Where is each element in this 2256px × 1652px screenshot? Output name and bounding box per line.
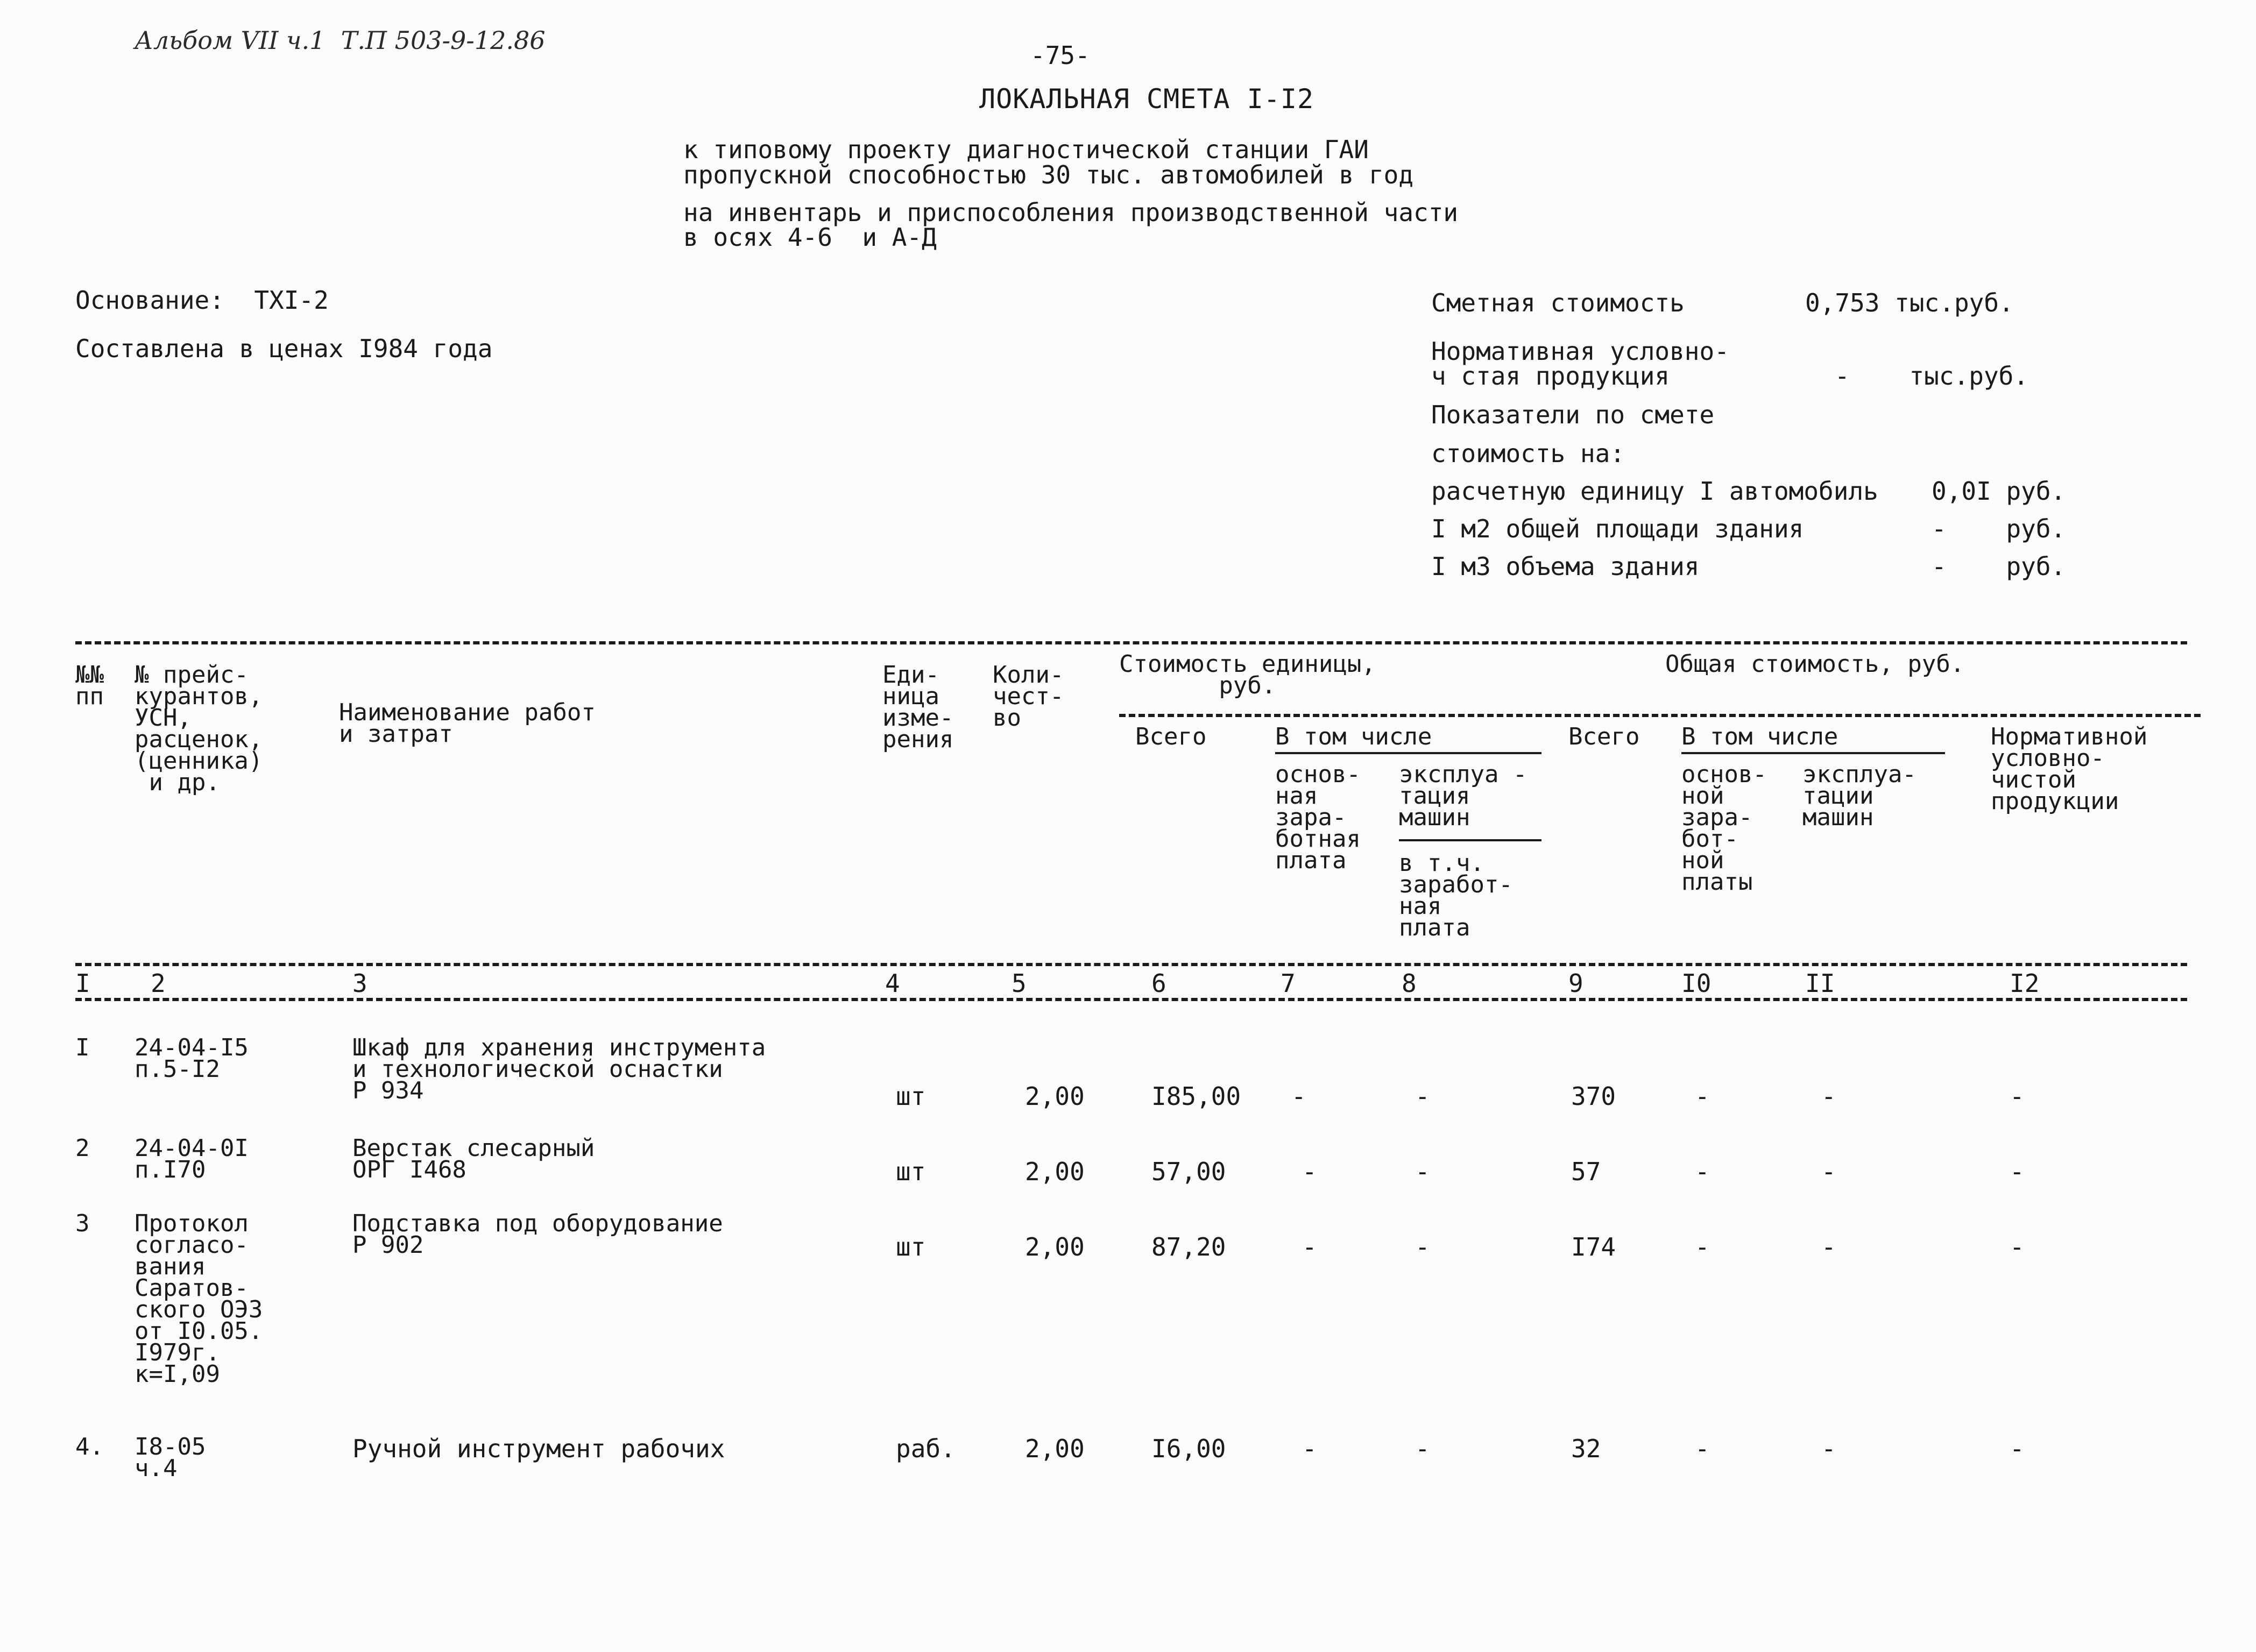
compiled-note: Составлена в ценах I984 года xyxy=(75,334,493,363)
col-number: 4 xyxy=(885,969,900,998)
indicators-label-2: стоимость на: xyxy=(1431,439,1625,468)
incl1-underline xyxy=(1275,752,1541,754)
col-number: 2 xyxy=(151,969,166,998)
header-col8-wage: в т.ч. заработ- ная плата xyxy=(1399,849,1513,941)
col-number: 7 xyxy=(1281,969,1296,998)
row1-unit: шт xyxy=(896,1082,926,1111)
row4-total: 32 xyxy=(1571,1434,1601,1463)
header-col2: № прейс- курантов, УСН, расценок, (ценника) и др. xyxy=(135,661,263,796)
row4-number: 4. xyxy=(75,1433,104,1460)
row1-machines: - xyxy=(1415,1082,1430,1111)
row1-wage: - xyxy=(1291,1082,1306,1111)
col-number: 9 xyxy=(1568,969,1583,998)
row2-number: 2 xyxy=(75,1135,90,1162)
page-title: ЛОКАЛЬНАЯ СМЕТА I-I2 xyxy=(979,83,1314,115)
table-top-rule xyxy=(75,641,2187,644)
header-col4: Еди- ница изме- рения xyxy=(882,661,954,753)
row3-price: 87,20 xyxy=(1151,1232,1226,1261)
norm-label-2: ч стая продукция xyxy=(1431,361,1670,391)
header-incl2: В том числе xyxy=(1681,723,1838,750)
header-col10: основ- ной зара- бот- ной платы xyxy=(1681,761,1767,896)
header-incl1: В том числе xyxy=(1275,723,1432,750)
col-number: 6 xyxy=(1151,969,1166,998)
row1-norm: - xyxy=(2010,1082,2025,1111)
col-number: II xyxy=(1805,969,1835,998)
per-m2-value: - руб. xyxy=(1932,514,2066,543)
indicators-label-1: Показатели по смете xyxy=(1431,400,1715,429)
row3-total: I74 xyxy=(1571,1232,1616,1261)
mach-underline xyxy=(1399,839,1541,841)
subtitle-line-4: в осях 4-6 и А-Д xyxy=(683,223,937,252)
estimated-cost-label: Сметная стоимость xyxy=(1431,288,1685,317)
subtitle-line-1: к типовому проекту диагностической станции ГАИ xyxy=(683,135,1369,164)
row2-total: 57 xyxy=(1571,1157,1601,1186)
row2-code: 24-04-0I п.I70 xyxy=(135,1135,249,1183)
basis: Основание: ТХI-2 xyxy=(75,286,329,315)
estimated-cost-value: 0,753 тыс.руб. xyxy=(1805,288,2014,317)
row2-wage: - xyxy=(1302,1157,1317,1186)
row2-qty: 2,00 xyxy=(1025,1157,1085,1186)
row4-unit: раб. xyxy=(896,1434,956,1463)
header-col11: эксплуа- тации машин xyxy=(1802,761,1916,831)
row2-price: 57,00 xyxy=(1151,1157,1226,1186)
per-m3-value: - руб. xyxy=(1932,552,2066,581)
row4-total-wage: - xyxy=(1695,1434,1710,1463)
row4-norm: - xyxy=(2010,1434,2025,1463)
row3-number: 3 xyxy=(75,1210,90,1237)
header-col7: основ- ная зара- ботная плата xyxy=(1275,761,1361,874)
per-m3-label: I м3 объема здания xyxy=(1431,552,1700,581)
row3-wage: - xyxy=(1302,1232,1317,1261)
header-col5: Коли- чест- во xyxy=(993,661,1064,732)
col-number: I0 xyxy=(1681,969,1712,998)
header-col9: Всего xyxy=(1568,723,1640,750)
row4-machines: - xyxy=(1415,1434,1430,1463)
row2-name: Верстак слесарный ОРГ I468 xyxy=(352,1135,595,1183)
row3-machines: - xyxy=(1415,1232,1430,1261)
album-stamp: Альбом VII ч.1 Т.П 503-9-12.86 xyxy=(135,26,546,55)
row4-qty: 2,00 xyxy=(1025,1434,1085,1463)
row2-machines: - xyxy=(1415,1157,1430,1186)
page-number: -75- xyxy=(1030,41,1090,70)
row3-code: Протокол согласо- вания Саратов- ского ОЭЗ от I0.05. I979г. к=I,09 xyxy=(135,1210,263,1388)
row4-total-machines: - xyxy=(1821,1434,1836,1463)
row3-total-wage: - xyxy=(1695,1232,1710,1261)
per-m2-label: I м2 общей площади здания xyxy=(1431,514,1804,543)
col-number: I xyxy=(75,969,90,998)
row4-price: I6,00 xyxy=(1151,1434,1226,1463)
row1-total: 370 xyxy=(1571,1082,1616,1111)
header-col3: Наименование работ и затрат xyxy=(339,699,596,748)
col-number: 5 xyxy=(1012,969,1027,998)
header-col8-machines: эксплуа - тация машин xyxy=(1399,761,1527,831)
row3-name: Подставка под оборудование Р 902 xyxy=(352,1210,723,1259)
row3-total-machines: - xyxy=(1821,1232,1836,1261)
norm-value: - тыс.руб. xyxy=(1835,361,2029,391)
header-col1: №№ пп xyxy=(75,661,104,710)
row1-name: Шкаф для хранения инструмента и технологической оснастки Р 934 xyxy=(352,1034,766,1104)
header-unit-cost: Стоимость единицы, руб. xyxy=(1119,650,1376,699)
norm-label-1: Нормативная условно- xyxy=(1431,337,1729,366)
row3-norm: - xyxy=(2010,1232,2025,1261)
row1-total-wage: - xyxy=(1695,1082,1710,1111)
row4-name: Ручной инструмент рабочих xyxy=(352,1434,725,1463)
row2-norm: - xyxy=(2010,1157,2025,1186)
row1-price: I85,00 xyxy=(1151,1082,1241,1111)
row1-number: I xyxy=(75,1034,90,1061)
row2-unit: шт xyxy=(896,1157,926,1186)
col-number: I2 xyxy=(2010,969,2040,998)
row1-code: 24-04-I5 п.5-I2 xyxy=(135,1034,249,1083)
subtitle-line-2: пропускной способностью 30 тыс. автомобилей в год xyxy=(683,160,1414,189)
row3-unit: шт xyxy=(896,1232,926,1261)
col-number: 3 xyxy=(352,969,367,998)
per-car-label: расчетную единицу I автомобиль xyxy=(1431,477,1878,506)
per-car-value: 0,0I руб. xyxy=(1932,477,2066,506)
subtitle-line-3: на инвентарь и приспособления производственной части xyxy=(683,198,1459,227)
row4-wage: - xyxy=(1302,1434,1317,1463)
header-bottom-rule xyxy=(75,963,2187,966)
header-total-cost: Общая стоимость, руб. xyxy=(1665,650,1965,678)
row4-code: I8-05 ч.4 xyxy=(135,1433,206,1482)
incl2-underline xyxy=(1681,752,1945,754)
header-col12: Нормативной условно- чистой продукции xyxy=(1991,723,2148,815)
row1-qty: 2,00 xyxy=(1025,1082,1085,1111)
row2-total-wage: - xyxy=(1695,1157,1710,1186)
row2-total-machines: - xyxy=(1821,1157,1836,1186)
row3-qty: 2,00 xyxy=(1025,1232,1085,1261)
col-number: 8 xyxy=(1402,969,1417,998)
header-split-rule xyxy=(1119,714,2201,717)
colnum-bottom-rule xyxy=(75,998,2187,1001)
row1-total-machines: - xyxy=(1821,1082,1836,1111)
header-col6: Всего xyxy=(1135,723,1207,750)
